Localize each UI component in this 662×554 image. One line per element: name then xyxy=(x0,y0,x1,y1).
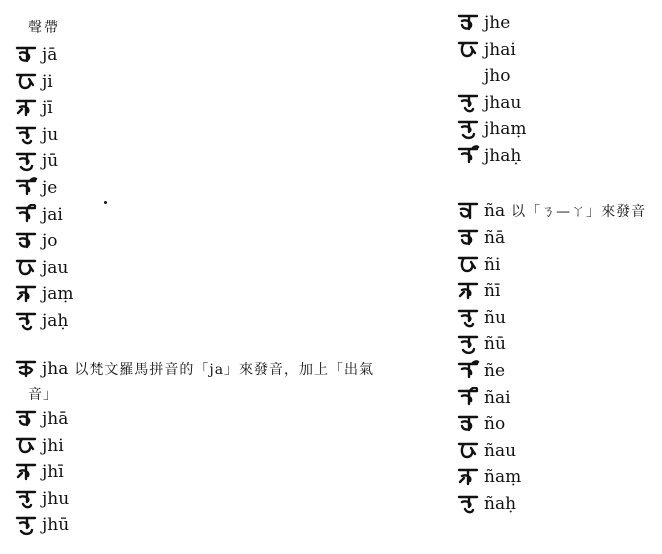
syllable-row xyxy=(14,228,58,254)
speck-mark xyxy=(104,201,107,204)
siddham-glyph-icon xyxy=(456,92,480,114)
siddham-glyph-icon xyxy=(456,145,480,167)
section-header xyxy=(28,14,60,40)
siddham-glyph-icon xyxy=(14,488,38,510)
syllable-row xyxy=(456,37,516,63)
syllable-roman: je xyxy=(42,178,58,198)
syllable-roman: jho xyxy=(484,66,511,87)
syllable-roman: ño xyxy=(484,414,506,435)
syllable-row xyxy=(14,95,53,121)
siddham-glyph-icon xyxy=(14,124,38,146)
siddham-glyph-icon xyxy=(456,200,480,222)
syllable-roman: ñu xyxy=(484,307,506,328)
syllable-row xyxy=(456,464,521,490)
syllable-roman: jaḥ xyxy=(42,311,69,331)
syllable-roman: jo xyxy=(42,231,58,252)
syllable-row xyxy=(456,225,505,251)
syllable-row xyxy=(456,385,511,411)
siddham-glyph-icon xyxy=(456,118,480,140)
syllable-roman: jī xyxy=(42,98,53,119)
siddham-glyph-icon xyxy=(456,466,480,488)
syllable-row xyxy=(14,42,57,68)
syllable-roman: ñaḥ xyxy=(484,494,517,514)
syllable-roman: jhū xyxy=(42,515,70,536)
syllable-row xyxy=(456,491,516,517)
siddham-glyph-icon xyxy=(456,360,480,382)
jha-entry xyxy=(14,356,374,382)
jha-roman: jha xyxy=(42,359,69,379)
syllable-row xyxy=(456,358,505,384)
header-text: 聲帶 xyxy=(28,20,60,36)
siddham-glyph-icon xyxy=(14,230,38,252)
nya-roman: ña xyxy=(484,201,506,221)
syllable-row xyxy=(456,63,510,89)
siddham-glyph-icon xyxy=(456,493,480,515)
nya-note: 以「ㄋ—ㄚ」來發音 xyxy=(511,204,647,220)
syllable-roman: jhe xyxy=(484,13,511,33)
syllable-row xyxy=(456,305,506,331)
syllable-row xyxy=(456,438,516,464)
syllable-row xyxy=(14,459,64,485)
siddham-glyph-icon xyxy=(456,440,480,462)
siddham-glyph-icon xyxy=(14,71,38,93)
syllable-row xyxy=(14,433,64,459)
syllable-row xyxy=(456,331,506,357)
siddham-glyph-icon xyxy=(456,227,480,249)
syllable-roman: jū xyxy=(42,151,59,172)
syllable-row xyxy=(14,148,58,174)
siddham-glyph-icon xyxy=(14,310,38,332)
syllable-roman: ñaṃ xyxy=(484,467,522,488)
syllable-row xyxy=(14,122,58,148)
syllable-row xyxy=(456,278,500,304)
siddham-glyph-icon xyxy=(456,387,480,409)
syllable-row xyxy=(456,143,521,169)
syllable-roman: jai xyxy=(42,204,63,225)
nya-entry xyxy=(456,198,646,224)
syllable-row xyxy=(14,69,53,95)
syllable-roman: ñi xyxy=(484,254,501,275)
syllable-row xyxy=(14,486,69,512)
siddham-glyph-icon xyxy=(14,257,38,279)
syllable-roman: jhi xyxy=(42,435,64,456)
siddham-glyph-icon xyxy=(456,280,480,302)
syllable-row xyxy=(14,281,74,307)
syllable-row xyxy=(456,411,505,437)
syllable-roman: jaṃ xyxy=(42,284,74,305)
syllable-roman: ñū xyxy=(484,334,506,355)
siddham-glyph-icon xyxy=(456,65,480,87)
siddham-glyph-icon xyxy=(456,307,480,329)
syllable-roman: jau xyxy=(42,257,69,278)
syllable-row xyxy=(456,90,521,116)
siddham-glyph-icon xyxy=(456,39,480,61)
siddham-glyph-icon xyxy=(456,333,480,355)
siddham-glyph-icon xyxy=(14,461,38,483)
syllable-row xyxy=(456,10,510,36)
jha-note-line2: 音」 xyxy=(28,387,58,403)
syllable-roman: ji xyxy=(42,71,53,92)
syllable-roman: jhau xyxy=(484,92,522,113)
siddham-glyph-icon xyxy=(14,204,38,226)
siddham-glyph-icon xyxy=(456,413,480,435)
syllable-roman: jhu xyxy=(42,488,70,509)
siddham-glyph-icon xyxy=(14,435,38,457)
jha-note-line1: 以梵文羅馬拼音的「ja」來發音，加上「出氣 xyxy=(74,362,375,378)
siddham-glyph-icon xyxy=(14,150,38,172)
syllable-roman: ju xyxy=(42,124,59,145)
siddham-glyph-icon xyxy=(14,283,38,305)
siddham-glyph-icon xyxy=(14,408,38,430)
syllable-roman: jhai xyxy=(484,39,516,60)
syllable-roman: ñā xyxy=(484,228,506,248)
syllable-roman: jhaṃ xyxy=(484,119,527,140)
syllable-row xyxy=(14,255,68,281)
syllable-row xyxy=(14,512,69,538)
syllable-row xyxy=(14,175,57,201)
syllable-row xyxy=(14,202,63,228)
siddham-glyph-icon xyxy=(14,514,38,536)
siddham-glyph-icon xyxy=(14,97,38,119)
siddham-glyph-icon xyxy=(14,177,38,199)
syllable-row xyxy=(456,116,526,142)
syllable-row xyxy=(14,406,68,432)
syllable-row xyxy=(14,308,68,334)
siddham-glyph-icon xyxy=(456,254,480,276)
syllable-roman: jhaḥ xyxy=(484,146,522,166)
syllable-roman: jā xyxy=(42,45,58,65)
syllable-roman: jhā xyxy=(42,409,69,429)
siddham-glyph-icon xyxy=(456,12,480,34)
syllable-roman: ñe xyxy=(484,361,506,381)
syllable-row xyxy=(456,252,500,278)
siddham-glyph-icon xyxy=(14,358,38,380)
siddham-glyph-icon xyxy=(14,44,38,66)
syllable-roman: ñau xyxy=(484,440,517,461)
syllable-roman: ñī xyxy=(484,281,501,302)
syllable-roman: ñai xyxy=(484,387,511,408)
syllable-roman: jhī xyxy=(42,462,64,483)
